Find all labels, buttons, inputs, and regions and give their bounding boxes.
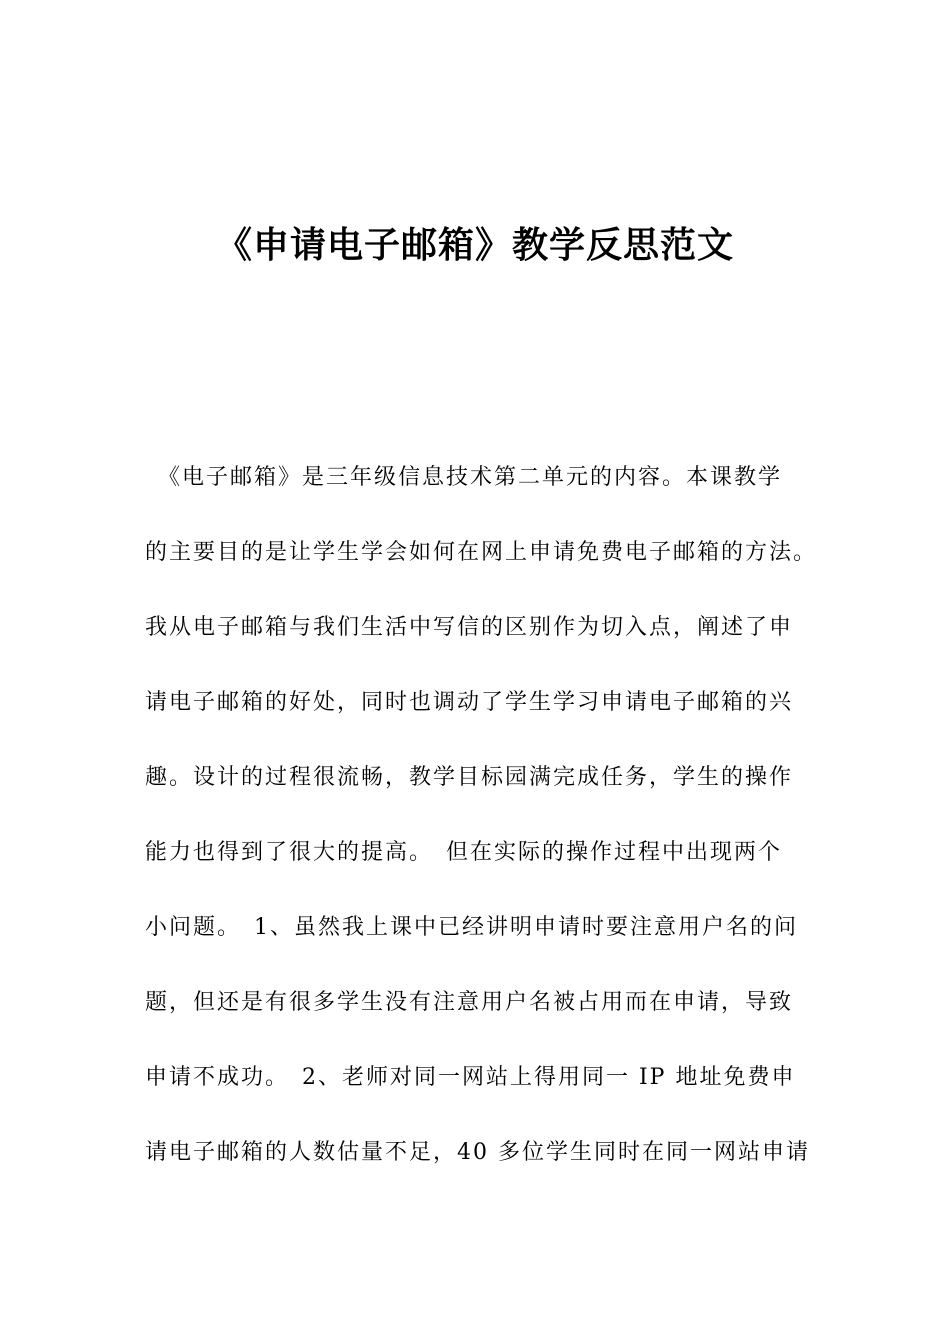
body-line: 我从电子邮箱与我们生活中写信的区别作为切入点，阐述了申 bbox=[145, 615, 794, 640]
body-line: 趣。设计的过程很流畅，教学目标园满完成任务，学生的操作 bbox=[145, 765, 794, 790]
body-line: 《电子邮箱》是三年级信息技术第二单元的内容。本课教学 bbox=[145, 465, 783, 490]
document-body bbox=[145, 456, 818, 1206]
document-title: 《申请电子邮箱》教学反思范文 bbox=[215, 225, 734, 266]
body-line: 请电子邮箱的好处，同时也调动了学生学习申请电子邮箱的兴 bbox=[145, 690, 794, 715]
body-line: 请电子邮箱的人数估量不足，40 多位学生同时在同一网站申请 bbox=[145, 1140, 810, 1165]
body-line: 题，但还是有很多学生没有注意用户名被占用而在申请，导致 bbox=[145, 990, 794, 1015]
body-line: 小问题。 1、虽然我上课中已经讲明申请时要注意用户名的问 bbox=[145, 915, 798, 940]
body-line: 的主要目的是让学生学会如何在网上申请免费电子邮箱的方法。 bbox=[145, 540, 818, 565]
body-line: 申请不成功。 2、老师对同一网站上得用同一 IP 地址免费申 bbox=[145, 1065, 796, 1090]
body-line: 能力也得到了很大的提高。 但在实际的操作过程中出现两个 bbox=[145, 840, 783, 865]
